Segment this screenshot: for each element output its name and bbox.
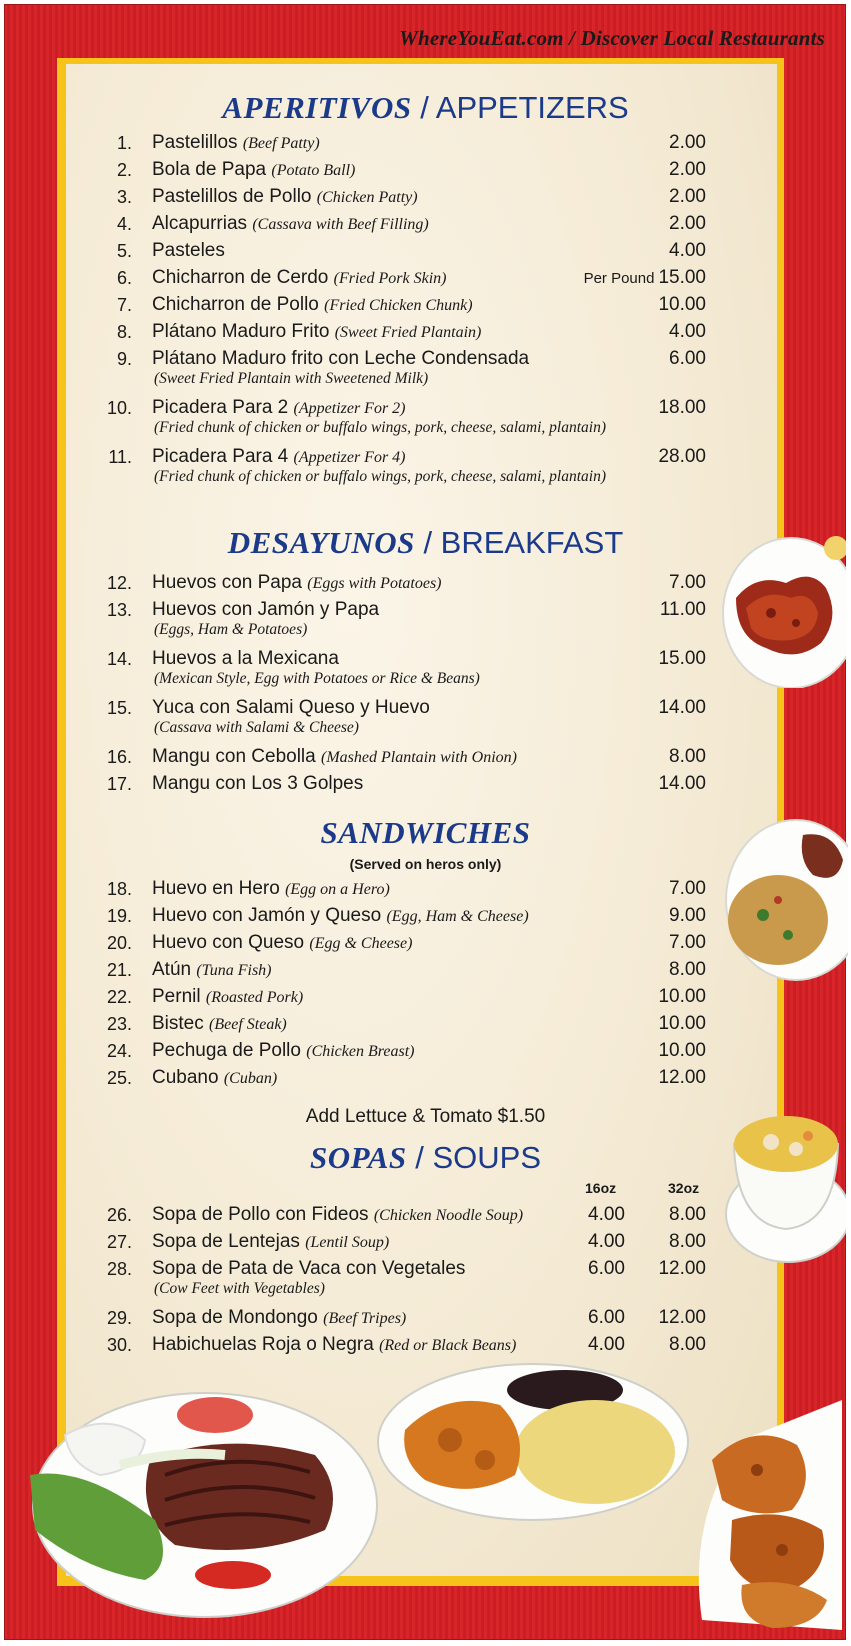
menu-item xyxy=(0,265,851,291)
item-name xyxy=(152,1256,465,1282)
sandwiches-addon: Add Lettuce & Tomato $1.50 xyxy=(305,1106,546,1127)
item-name xyxy=(152,1332,516,1359)
menu-item xyxy=(0,597,851,638)
item-translation: (Appetizer For 2) xyxy=(293,400,406,417)
item-price-value: 14.00 xyxy=(658,697,706,718)
menu-item xyxy=(0,1202,851,1228)
item-name xyxy=(152,930,412,957)
menu-item xyxy=(0,130,851,156)
price-16oz: 6.00 xyxy=(588,1258,625,1279)
item-price-value: 8.00 xyxy=(669,746,706,767)
rice-beans-chicken-plate-photo xyxy=(375,1360,695,1525)
price-32oz: 12.00 xyxy=(658,1258,706,1279)
heading-separator: / xyxy=(411,90,436,125)
item-price-value: 4.00 xyxy=(669,240,706,261)
steak-salad-plate-photo xyxy=(25,1380,380,1625)
item-number: 24. xyxy=(106,1041,132,1061)
sandwiches-heading xyxy=(0,815,851,851)
item-name xyxy=(152,346,529,372)
menu-item xyxy=(0,984,851,1010)
item-name-text: Pastelillos xyxy=(152,132,238,153)
price-16oz: 4.00 xyxy=(588,1231,625,1252)
item-price xyxy=(658,695,706,721)
item-number: 30. xyxy=(106,1335,132,1355)
item-price xyxy=(669,957,706,983)
item-price xyxy=(669,319,706,345)
menu-item xyxy=(0,876,851,902)
item-name-text: Sopa de Lentejas xyxy=(152,1231,300,1252)
item-number: 3. xyxy=(116,187,132,207)
item-number: 7. xyxy=(116,295,132,315)
item-name-text: Sopa de Pata de Vaca con Vegetales xyxy=(152,1258,466,1279)
item-name-text: Huevo en Hero xyxy=(152,878,280,899)
item-price xyxy=(669,570,706,596)
item-price xyxy=(669,184,706,210)
item-name-text: Pechuga de Pollo xyxy=(152,1040,301,1061)
item-translation: (Cuban) xyxy=(223,1070,278,1087)
item-name-text: Mangu con Cebolla xyxy=(152,746,316,767)
item-number: 8. xyxy=(116,322,132,342)
item-name-text: Bistec xyxy=(152,1013,204,1034)
item-price xyxy=(669,157,706,183)
item-price xyxy=(658,444,706,470)
fried-chicken-photo-bottom-right xyxy=(682,1400,842,1630)
item-name xyxy=(152,1229,389,1256)
item-name xyxy=(152,444,406,471)
menu-item xyxy=(0,1256,851,1297)
item-number: 18. xyxy=(106,879,132,899)
item-name-text: Cubano xyxy=(152,1067,219,1088)
item-translation: (Fried Pork Skin) xyxy=(333,270,447,287)
item-price xyxy=(660,597,706,623)
item-price xyxy=(658,646,706,672)
item-price xyxy=(658,771,706,797)
item-name xyxy=(152,957,272,984)
menu-item xyxy=(0,646,851,687)
item-price-value: 4.00 xyxy=(669,321,706,342)
item-translation: (Potato Ball) xyxy=(271,162,356,179)
item-name-text: Chicharron de Pollo xyxy=(152,294,319,315)
item-translation: (Sweet Fried Plantain) xyxy=(334,324,482,341)
menu-item xyxy=(0,1038,851,1064)
price-unit: Per Pound xyxy=(583,270,655,287)
item-name-text: Yuca con Salami Queso y Huevo xyxy=(152,697,430,718)
menu-item xyxy=(0,744,851,770)
soups-heading-en: SOUPS xyxy=(432,1140,542,1175)
menu-item xyxy=(0,444,851,485)
item-price-value: 2.00 xyxy=(669,132,706,153)
item-price-value: 9.00 xyxy=(669,905,706,926)
item-name xyxy=(152,646,339,672)
item-name-text: Huevos a la Mexicana xyxy=(152,648,339,669)
item-price-value: 2.00 xyxy=(669,159,706,180)
item-number: 5. xyxy=(116,241,132,261)
item-price xyxy=(658,1038,706,1064)
item-translation: (Fried Chicken Chunk) xyxy=(324,297,473,314)
menu-item xyxy=(0,930,851,956)
item-price xyxy=(669,130,706,156)
soups-col-32oz: 32oz xyxy=(668,1180,700,1196)
menu-item xyxy=(0,157,851,183)
appetizers-heading-es: APERITIVOS xyxy=(222,90,412,125)
item-description: (Mexican Style, Egg with Potatoes or Rice & Beans) xyxy=(154,670,480,687)
heading-separator: / xyxy=(406,1140,433,1175)
item-translation: (Egg, Ham & Cheese) xyxy=(386,908,529,925)
item-price-value: 14.00 xyxy=(658,773,706,794)
item-price-value: 15.00 xyxy=(658,267,706,288)
item-name xyxy=(152,876,390,903)
item-price-value: 7.00 xyxy=(669,878,706,899)
sandwiches-heading-text: SANDWICHES xyxy=(320,815,531,850)
item-translation: (Beef Patty) xyxy=(242,135,320,152)
item-name-text: Picadera Para 4 xyxy=(152,446,289,467)
price-32oz: 8.00 xyxy=(669,1334,706,1355)
item-translation: (Tuna Fish) xyxy=(196,962,272,979)
item-translation: (Lentil Soup) xyxy=(305,1234,390,1251)
item-name xyxy=(152,1011,287,1038)
soups-heading xyxy=(0,1140,851,1176)
soups-col-16oz: 16oz xyxy=(585,1180,617,1196)
item-name-text: Alcapurrias xyxy=(152,213,248,234)
item-number: 21. xyxy=(106,960,132,980)
item-translation: (Cassava with Beef Filling) xyxy=(252,216,429,233)
item-price xyxy=(669,238,706,264)
price-32oz: 12.00 xyxy=(658,1307,706,1328)
item-number: 2. xyxy=(116,160,132,180)
item-number: 4. xyxy=(116,214,132,234)
item-price-value: 28.00 xyxy=(658,446,706,467)
item-price xyxy=(658,1065,706,1091)
item-number: 6. xyxy=(116,268,132,288)
item-name xyxy=(152,1305,406,1332)
item-price-value: 7.00 xyxy=(669,932,706,953)
price-16oz: 4.00 xyxy=(588,1334,625,1355)
item-name-text: Huevos con Jamón y Papa xyxy=(152,599,380,620)
item-description: (Fried chunk of chicken or buffalo wings, pork, cheese, salami, plantain) xyxy=(154,468,606,485)
price-32oz: 8.00 xyxy=(669,1204,706,1225)
item-price xyxy=(658,292,706,318)
item-name-text: Chicharron de Cerdo xyxy=(152,267,329,288)
item-name xyxy=(152,292,473,319)
item-number: 17. xyxy=(106,774,132,794)
appetizers-heading xyxy=(0,90,851,126)
item-description: (Sweet Fried Plantain with Sweetened Milk) xyxy=(154,370,429,387)
item-translation: (Chicken Patty) xyxy=(316,189,418,206)
item-price xyxy=(658,984,706,1010)
menu-item xyxy=(0,903,851,929)
item-name xyxy=(152,984,303,1011)
menu-item xyxy=(0,1065,851,1091)
item-price xyxy=(669,744,706,770)
item-number: 15. xyxy=(106,698,132,718)
item-translation: (Chicken Noodle Soup) xyxy=(373,1207,524,1224)
menu-item xyxy=(0,319,851,345)
item-price-value: 8.00 xyxy=(669,959,706,980)
item-name-text: Pasteles xyxy=(152,240,225,261)
menu-item xyxy=(0,1332,851,1358)
menu-item xyxy=(0,184,851,210)
item-name-text: Plátano Maduro Frito xyxy=(152,321,330,342)
item-description: (Cow Feet with Vegetables) xyxy=(154,1280,325,1297)
item-price xyxy=(669,903,706,929)
item-name-text: Picadera Para 2 xyxy=(152,397,289,418)
item-name-text: Sopa de Mondongo xyxy=(152,1307,318,1328)
item-price-value: 15.00 xyxy=(658,648,706,669)
item-name-text: Bola de Papa xyxy=(152,159,267,180)
item-description: (Cassava with Salami & Cheese) xyxy=(154,719,359,736)
item-name xyxy=(152,211,429,238)
item-price-value: 18.00 xyxy=(658,397,706,418)
item-name xyxy=(152,265,447,292)
item-number: 29. xyxy=(106,1308,132,1328)
item-number: 16. xyxy=(106,747,132,767)
site-watermark: WhereYouEat.com / Discover Local Restaurants xyxy=(399,26,825,50)
item-number: 10. xyxy=(106,398,132,418)
item-name-text: Atún xyxy=(152,959,192,980)
menu-item xyxy=(0,1229,851,1255)
item-translation: (Beef Tripes) xyxy=(323,1310,407,1327)
item-name xyxy=(152,1202,523,1229)
item-price-value: 2.00 xyxy=(669,213,706,234)
item-translation: (Appetizer For 4) xyxy=(293,449,406,466)
item-name xyxy=(152,395,406,422)
item-name xyxy=(152,130,320,157)
menu-item xyxy=(0,771,851,797)
item-name xyxy=(152,157,355,184)
item-price-value: 11.00 xyxy=(659,599,706,620)
item-number: 28. xyxy=(106,1259,132,1279)
breakfast-heading xyxy=(0,525,851,561)
breakfast-heading-en: BREAKFAST xyxy=(440,525,624,560)
item-number: 20. xyxy=(106,933,132,953)
item-price-value: 10.00 xyxy=(658,1040,706,1061)
menu-item xyxy=(0,238,851,264)
soups-heading-es: SOPAS xyxy=(309,1140,407,1175)
item-name xyxy=(152,319,481,346)
item-name-text: Huevo con Queso xyxy=(152,932,305,953)
item-translation: (Mashed Plantain with Onion) xyxy=(321,749,517,766)
item-name xyxy=(152,695,430,721)
item-name-text: Huevos con Papa xyxy=(152,572,302,593)
item-number: 23. xyxy=(106,1014,132,1034)
item-translation: (Egg & Cheese) xyxy=(309,935,413,952)
item-number: 9. xyxy=(116,349,132,369)
item-name-text: Huevo con Jamón y Queso xyxy=(152,905,382,926)
price-16oz: 4.00 xyxy=(588,1204,625,1225)
item-price-value: 6.00 xyxy=(669,348,706,369)
item-price xyxy=(669,930,706,956)
item-name xyxy=(152,1038,415,1065)
item-number: 22. xyxy=(106,987,132,1007)
item-price-value: 10.00 xyxy=(658,1013,706,1034)
menu-item xyxy=(0,346,851,387)
heading-separator: / xyxy=(414,525,441,560)
item-number: 27. xyxy=(106,1232,132,1252)
menu-item xyxy=(0,292,851,318)
menu-item xyxy=(0,1011,851,1037)
item-name xyxy=(152,744,517,771)
item-number: 26. xyxy=(106,1205,132,1225)
item-number: 12. xyxy=(106,573,132,593)
item-price-value: 10.00 xyxy=(658,986,706,1007)
item-price xyxy=(584,265,706,292)
item-price xyxy=(658,395,706,421)
item-name-text: Pernil xyxy=(152,986,201,1007)
item-name xyxy=(152,1065,277,1092)
item-name xyxy=(152,238,225,264)
item-number: 25. xyxy=(106,1068,132,1088)
item-price xyxy=(669,211,706,237)
menu-item xyxy=(0,695,851,736)
breakfast-heading-es: DESAYUNOS xyxy=(227,525,415,560)
price-16oz: 6.00 xyxy=(588,1307,625,1328)
item-name xyxy=(152,570,442,597)
item-name-text: Plátano Maduro frito con Leche Condensada xyxy=(152,348,530,369)
item-translation: (Beef Steak) xyxy=(209,1016,287,1033)
item-name-text: Habichuelas Roja o Negra xyxy=(152,1334,374,1355)
menu-item xyxy=(0,570,851,596)
item-translation: (Red or Black Beans) xyxy=(379,1337,517,1354)
item-number: 11. xyxy=(108,447,132,467)
item-name xyxy=(152,184,418,211)
item-price-value: 12.00 xyxy=(658,1067,706,1088)
item-name xyxy=(152,597,379,623)
item-price xyxy=(658,1011,706,1037)
item-name-text: Pastelillos de Pollo xyxy=(152,186,312,207)
item-description: (Fried chunk of chicken or buffalo wings, pork, cheese, salami, plantain) xyxy=(154,419,606,436)
price-32oz: 8.00 xyxy=(669,1231,706,1252)
item-number: 19. xyxy=(106,906,132,926)
item-price xyxy=(669,346,706,372)
appetizers-heading-en: APPETIZERS xyxy=(435,90,629,125)
menu-item xyxy=(0,211,851,237)
sandwiches-note: (Served on heros only) xyxy=(349,856,502,872)
item-price-value: 7.00 xyxy=(669,572,706,593)
item-translation: (Chicken Breast) xyxy=(306,1043,415,1060)
menu-item xyxy=(0,395,851,436)
menu-item xyxy=(0,1305,851,1331)
item-number: 14. xyxy=(106,649,132,669)
item-name xyxy=(152,903,529,930)
item-translation: (Egg on a Hero) xyxy=(285,881,390,898)
item-name-text: Mangu con Los 3 Golpes xyxy=(152,773,364,794)
menu-item xyxy=(0,957,851,983)
item-name xyxy=(152,771,363,797)
item-number: 13. xyxy=(106,600,132,620)
item-number: 1. xyxy=(116,133,132,153)
item-name-text: Sopa de Pollo con Fideos xyxy=(152,1204,369,1225)
item-translation: (Roasted Pork) xyxy=(205,989,304,1006)
item-price xyxy=(669,876,706,902)
item-translation: (Eggs with Potatoes) xyxy=(307,575,442,592)
item-price-value: 10.00 xyxy=(658,294,706,315)
item-description: (Eggs, Ham & Potatoes) xyxy=(154,621,308,638)
item-price-value: 2.00 xyxy=(669,186,706,207)
